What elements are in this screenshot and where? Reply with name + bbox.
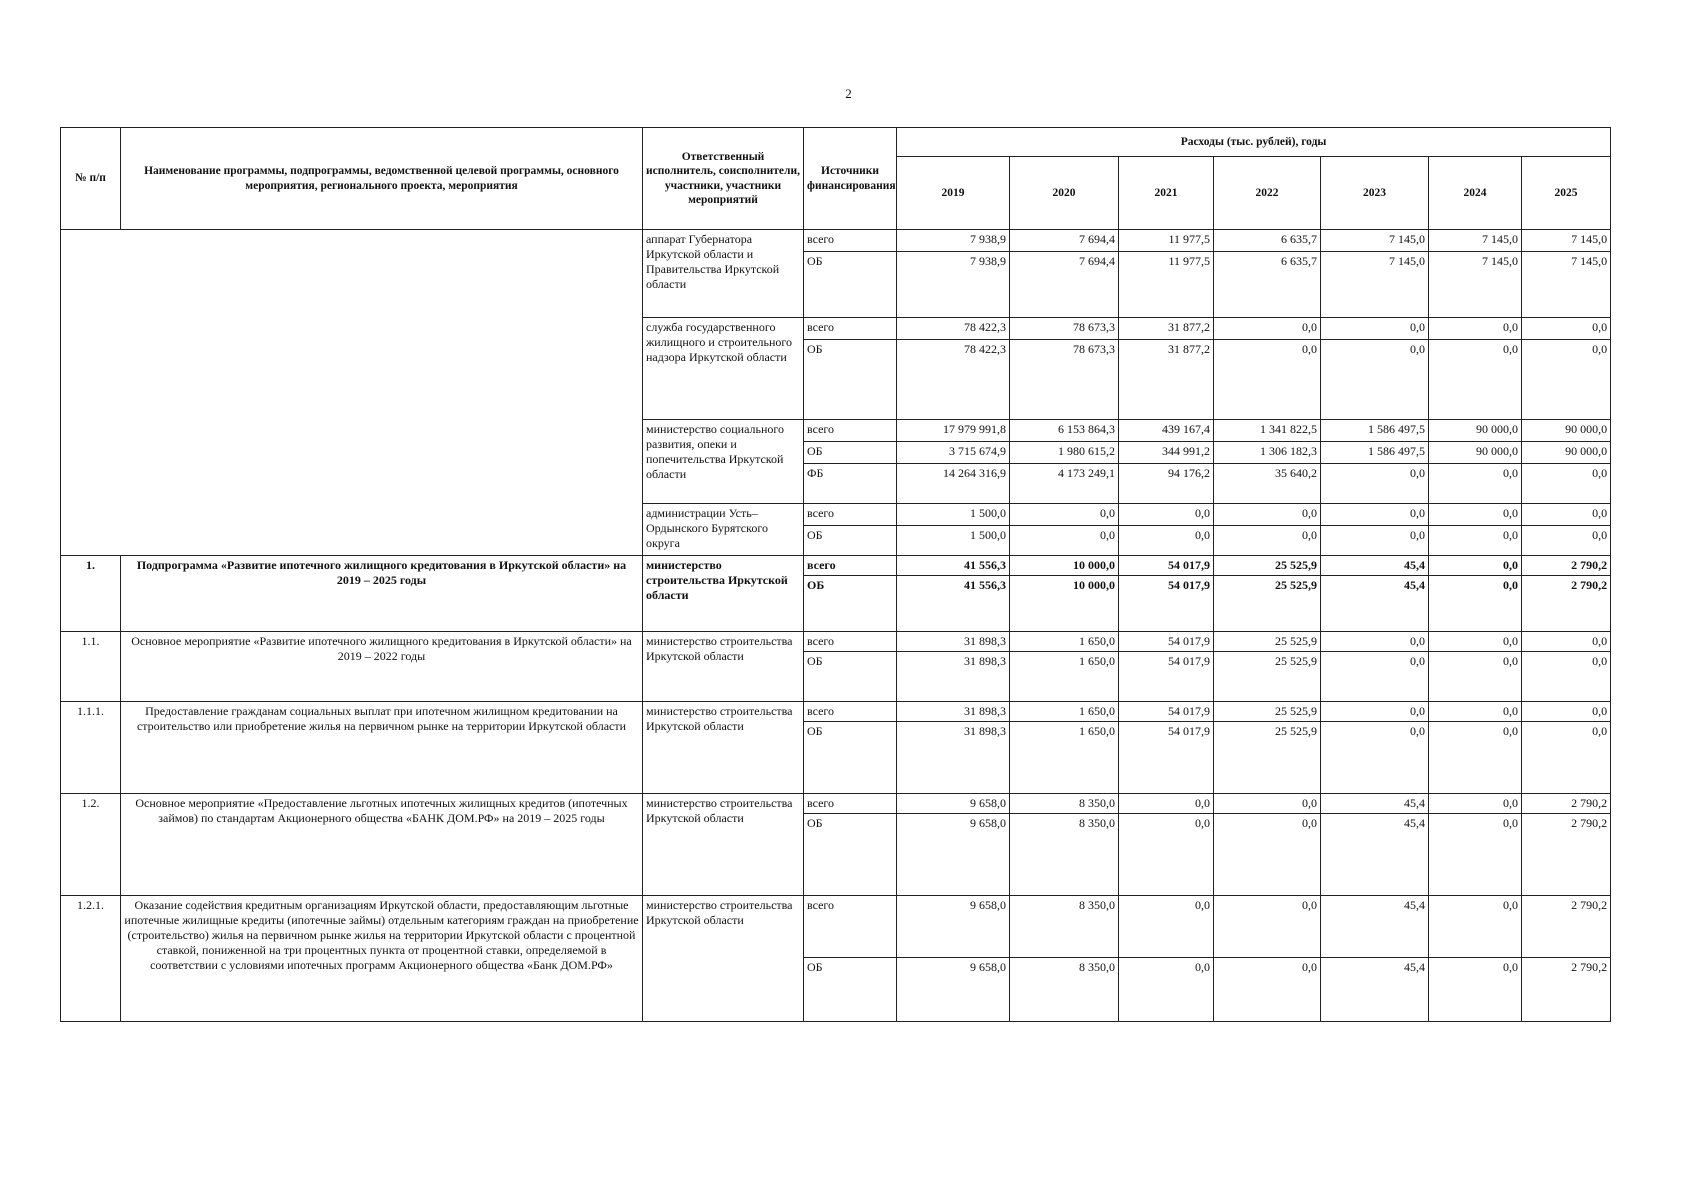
expense-value: 45,4 (1321, 576, 1429, 632)
expense-value: 0,0 (1429, 722, 1522, 794)
expense-value: 2 790,2 (1522, 794, 1611, 814)
expense-value: 31 898,3 (897, 632, 1010, 652)
expense-value: 90 000,0 (1429, 442, 1522, 464)
expense-value: 0,0 (1214, 958, 1321, 1022)
expense-value: 0,0 (1119, 526, 1214, 556)
expense-value: 2 790,2 (1522, 896, 1611, 958)
expense-value: 8 350,0 (1010, 814, 1119, 896)
expense-value: 0,0 (1321, 318, 1429, 340)
expense-value: 31 877,2 (1119, 318, 1214, 340)
header-year: 2024 (1429, 157, 1522, 230)
expense-value: 0,0 (1429, 632, 1522, 652)
expense-value: 90 000,0 (1522, 442, 1611, 464)
funding-source: ОБ (804, 814, 897, 896)
expense-value: 2 790,2 (1522, 814, 1611, 896)
expense-value: 25 525,9 (1214, 556, 1321, 576)
expense-value: 3 715 674,9 (897, 442, 1010, 464)
funding-source: всего (804, 702, 897, 722)
header-executor: Ответственный исполнитель, соисполнители, участники, участники мероприятий (643, 128, 804, 230)
expense-value: 0,0 (1429, 504, 1522, 526)
expense-value: 0,0 (1429, 340, 1522, 420)
table-body (61, 230, 1611, 1022)
expense-value: 0,0 (1214, 814, 1321, 896)
expense-value: 9 658,0 (897, 814, 1010, 896)
header-year: 2022 (1214, 157, 1321, 230)
executor-cell: министерство строительства Иркутской области (643, 702, 804, 794)
expense-value: 0,0 (1522, 702, 1611, 722)
expense-value: 7 145,0 (1429, 230, 1522, 252)
table-header (61, 128, 1611, 230)
expense-value: 1 980 615,2 (1010, 442, 1119, 464)
expense-value: 0,0 (1522, 318, 1611, 340)
expense-value: 0,0 (1429, 896, 1522, 958)
header-year: 2019 (897, 157, 1010, 230)
expense-value: 25 525,9 (1214, 576, 1321, 632)
expense-value: 7 694,4 (1010, 252, 1119, 318)
header-year: 2021 (1119, 157, 1214, 230)
row-number: 1.2.1. (61, 896, 121, 1022)
expense-value: 1 650,0 (1010, 632, 1119, 652)
expense-value: 54 017,9 (1119, 702, 1214, 722)
expense-value: 54 017,9 (1119, 722, 1214, 794)
expense-value: 0,0 (1429, 576, 1522, 632)
row-number: 1.2. (61, 794, 121, 896)
empty-name-cell (61, 230, 643, 556)
executor-cell: министерство строительства Иркутской области (643, 556, 804, 632)
expense-value: 31 898,3 (897, 722, 1010, 794)
expense-value: 7 145,0 (1429, 252, 1522, 318)
expense-value: 78 673,3 (1010, 318, 1119, 340)
table-row (61, 794, 1611, 814)
expense-value: 14 264 316,9 (897, 464, 1010, 504)
funding-source: ОБ (804, 576, 897, 632)
expense-value: 9 658,0 (897, 794, 1010, 814)
expense-value: 0,0 (1429, 464, 1522, 504)
expense-value: 0,0 (1321, 340, 1429, 420)
expense-value: 0,0 (1119, 814, 1214, 896)
row-number: 1.1.1. (61, 702, 121, 794)
program-name: Предоставление гражданам социальных выплат при ипотечном жилищном кредитовании на строительство или приобретение жилья на первичном рынке на территории Иркутской области (121, 702, 643, 794)
expense-value: 0,0 (1119, 896, 1214, 958)
expense-value: 35 640,2 (1214, 464, 1321, 504)
expense-value: 0,0 (1010, 504, 1119, 526)
expense-value: 6 635,7 (1214, 230, 1321, 252)
expense-value: 0,0 (1214, 896, 1321, 958)
expense-value: 0,0 (1321, 722, 1429, 794)
expense-value: 7 145,0 (1321, 252, 1429, 318)
expense-value: 0,0 (1429, 652, 1522, 702)
expense-value: 0,0 (1010, 526, 1119, 556)
expense-value: 0,0 (1429, 814, 1522, 896)
expense-value: 0,0 (1522, 652, 1611, 702)
expense-value: 0,0 (1119, 794, 1214, 814)
funding-source: всего (804, 632, 897, 652)
expense-value: 1 650,0 (1010, 652, 1119, 702)
expense-value: 6 153 864,3 (1010, 420, 1119, 442)
expense-value: 25 525,9 (1214, 702, 1321, 722)
funding-source: всего (804, 556, 897, 576)
header-sources: Источники финансирования (804, 128, 897, 230)
expense-value: 7 938,9 (897, 252, 1010, 318)
executor-cell: аппарат Губернатора Иркутской области и Правительства Иркутской области (643, 230, 804, 318)
expense-value: 4 173 249,1 (1010, 464, 1119, 504)
funding-source: ФБ (804, 464, 897, 504)
expense-value: 78 673,3 (1010, 340, 1119, 420)
budget-table (60, 127, 1611, 1022)
row-number: 1. (61, 556, 121, 632)
expense-value: 1 341 822,5 (1214, 420, 1321, 442)
expense-value: 7 938,9 (897, 230, 1010, 252)
expense-value: 9 658,0 (897, 958, 1010, 1022)
expense-value: 1 500,0 (897, 504, 1010, 526)
expense-value: 31 898,3 (897, 652, 1010, 702)
funding-source: всего (804, 420, 897, 442)
table-row (61, 632, 1611, 652)
expense-value: 10 000,0 (1010, 576, 1119, 632)
expense-value: 78 422,3 (897, 340, 1010, 420)
executor-cell: министерство строительства Иркутской области (643, 632, 804, 702)
funding-source: ОБ (804, 340, 897, 420)
header-year: 2025 (1522, 157, 1611, 230)
executor-cell: администрации Усть–Ордынского Бурятского округа (643, 504, 804, 556)
table-row (61, 230, 1611, 252)
expense-value: 1 306 182,3 (1214, 442, 1321, 464)
expense-value: 41 556,3 (897, 576, 1010, 632)
executor-cell: министерство строительства Иркутской области (643, 896, 804, 1022)
header-year: 2020 (1010, 157, 1119, 230)
funding-source: ОБ (804, 958, 897, 1022)
expense-value: 0,0 (1214, 504, 1321, 526)
executor-cell: министерство социального развития, опеки и попечительства Иркутской области (643, 420, 804, 504)
expense-value: 25 525,9 (1214, 652, 1321, 702)
expense-value: 0,0 (1214, 794, 1321, 814)
expense-value: 9 658,0 (897, 896, 1010, 958)
expense-value: 0,0 (1214, 340, 1321, 420)
row-number: 1.1. (61, 632, 121, 702)
expense-value: 0,0 (1429, 556, 1522, 576)
expense-value: 7 145,0 (1321, 230, 1429, 252)
expense-value: 0,0 (1522, 526, 1611, 556)
header-year: 2023 (1321, 157, 1429, 230)
expense-value: 17 979 991,8 (897, 420, 1010, 442)
expense-value: 0,0 (1321, 464, 1429, 504)
expense-value: 1 586 497,5 (1321, 420, 1429, 442)
expense-value: 0,0 (1522, 722, 1611, 794)
expense-value: 0,0 (1321, 652, 1429, 702)
expense-value: 45,4 (1321, 896, 1429, 958)
expense-value: 90 000,0 (1429, 420, 1522, 442)
expense-value: 10 000,0 (1010, 556, 1119, 576)
expense-value: 54 017,9 (1119, 556, 1214, 576)
expense-value: 0,0 (1522, 340, 1611, 420)
program-name: Подпрограмма «Развитие ипотечного жилищного кредитования в Иркутской области» на 2019 – 2025 годы (121, 556, 643, 632)
expense-value: 344 991,2 (1119, 442, 1214, 464)
executor-cell: служба государственного жилищного и строительного надзора Иркутской области (643, 318, 804, 420)
expense-value: 7 694,4 (1010, 230, 1119, 252)
expense-value: 45,4 (1321, 794, 1429, 814)
expense-value: 0,0 (1429, 526, 1522, 556)
expense-value: 0,0 (1214, 318, 1321, 340)
funding-source: ОБ (804, 652, 897, 702)
header-name: Наименование программы, подпрограммы, ведомственной целевой программы, основного мероприятия, регионального проекта, мероприятия (121, 128, 643, 230)
expense-value: 0,0 (1429, 958, 1522, 1022)
table-row (61, 896, 1611, 958)
expense-value: 11 977,5 (1119, 230, 1214, 252)
program-name: Основное мероприятие «Предоставление льготных ипотечных жилищных кредитов (ипотечных займов) по стандартам Акционерного общества «БАНК ДОМ.РФ» на 2019 – 2025 годы (121, 794, 643, 896)
expense-value: 8 350,0 (1010, 896, 1119, 958)
expense-value: 54 017,9 (1119, 652, 1214, 702)
page-number: 2 (845, 86, 852, 101)
expense-value: 54 017,9 (1119, 632, 1214, 652)
expense-value: 6 635,7 (1214, 252, 1321, 318)
header-expenses: Расходы (тыс. рублей), годы (897, 128, 1611, 157)
program-name: Оказание содействия кредитным организациям Иркутской области, предоставляющим льготные ипотечные жилищные кредиты (ипотечные займы) отдельным категориям граждан на приобретение (строительство) жилья на первичном рынке жилья на территории Иркутской области с процентной ставкой, пониженной на три процентных пункта от процентной ставки, определяемой в соответствии с условиями ипотечных программ Акционерного общества «Банк ДОМ.РФ» (121, 896, 643, 1022)
expense-value: 31 877,2 (1119, 340, 1214, 420)
expense-value: 7 145,0 (1522, 230, 1611, 252)
expense-value: 0,0 (1321, 632, 1429, 652)
funding-source: всего (804, 896, 897, 958)
expense-value: 11 977,5 (1119, 252, 1214, 318)
expense-value: 0,0 (1119, 958, 1214, 1022)
expense-value: 2 790,2 (1522, 556, 1611, 576)
funding-source: всего (804, 504, 897, 526)
table-row (61, 702, 1611, 722)
expense-value: 54 017,9 (1119, 576, 1214, 632)
expense-value: 1 586 497,5 (1321, 442, 1429, 464)
expense-value: 0,0 (1321, 702, 1429, 722)
expense-value: 8 350,0 (1010, 958, 1119, 1022)
expense-value: 1 500,0 (897, 526, 1010, 556)
expense-value: 0,0 (1522, 504, 1611, 526)
expense-value: 41 556,3 (897, 556, 1010, 576)
expense-value: 0,0 (1522, 464, 1611, 504)
expense-value: 90 000,0 (1522, 420, 1611, 442)
expense-value: 94 176,2 (1119, 464, 1214, 504)
expense-value: 1 650,0 (1010, 722, 1119, 794)
expense-value: 1 650,0 (1010, 702, 1119, 722)
expense-value: 45,4 (1321, 814, 1429, 896)
executor-cell: министерство строительства Иркутской области (643, 794, 804, 896)
expense-value: 0,0 (1119, 504, 1214, 526)
expense-value: 8 350,0 (1010, 794, 1119, 814)
funding-source: ОБ (804, 442, 897, 464)
expense-value: 2 790,2 (1522, 576, 1611, 632)
expense-value: 45,4 (1321, 556, 1429, 576)
expense-value: 0,0 (1429, 702, 1522, 722)
expense-value: 0,0 (1429, 794, 1522, 814)
funding-source: всего (804, 318, 897, 340)
expense-value: 0,0 (1321, 526, 1429, 556)
expense-value: 25 525,9 (1214, 722, 1321, 794)
expense-value: 0,0 (1321, 504, 1429, 526)
table-row (61, 556, 1611, 576)
expense-value: 0,0 (1214, 526, 1321, 556)
expense-value: 78 422,3 (897, 318, 1010, 340)
expense-value: 45,4 (1321, 958, 1429, 1022)
funding-source: всего (804, 230, 897, 252)
funding-source: ОБ (804, 252, 897, 318)
expense-value: 31 898,3 (897, 702, 1010, 722)
expense-value: 439 167,4 (1119, 420, 1214, 442)
expense-value: 7 145,0 (1522, 252, 1611, 318)
header-no: № п/п (61, 128, 121, 230)
expense-value: 0,0 (1429, 318, 1522, 340)
expense-value: 2 790,2 (1522, 958, 1611, 1022)
expense-value: 25 525,9 (1214, 632, 1321, 652)
funding-source: всего (804, 794, 897, 814)
expense-value: 0,0 (1522, 632, 1611, 652)
funding-source: ОБ (804, 526, 897, 556)
program-name: Основное мероприятие «Развитие ипотечного жилищного кредитования в Иркутской области» на 2019 – 2022 годы (121, 632, 643, 702)
funding-source: ОБ (804, 722, 897, 794)
